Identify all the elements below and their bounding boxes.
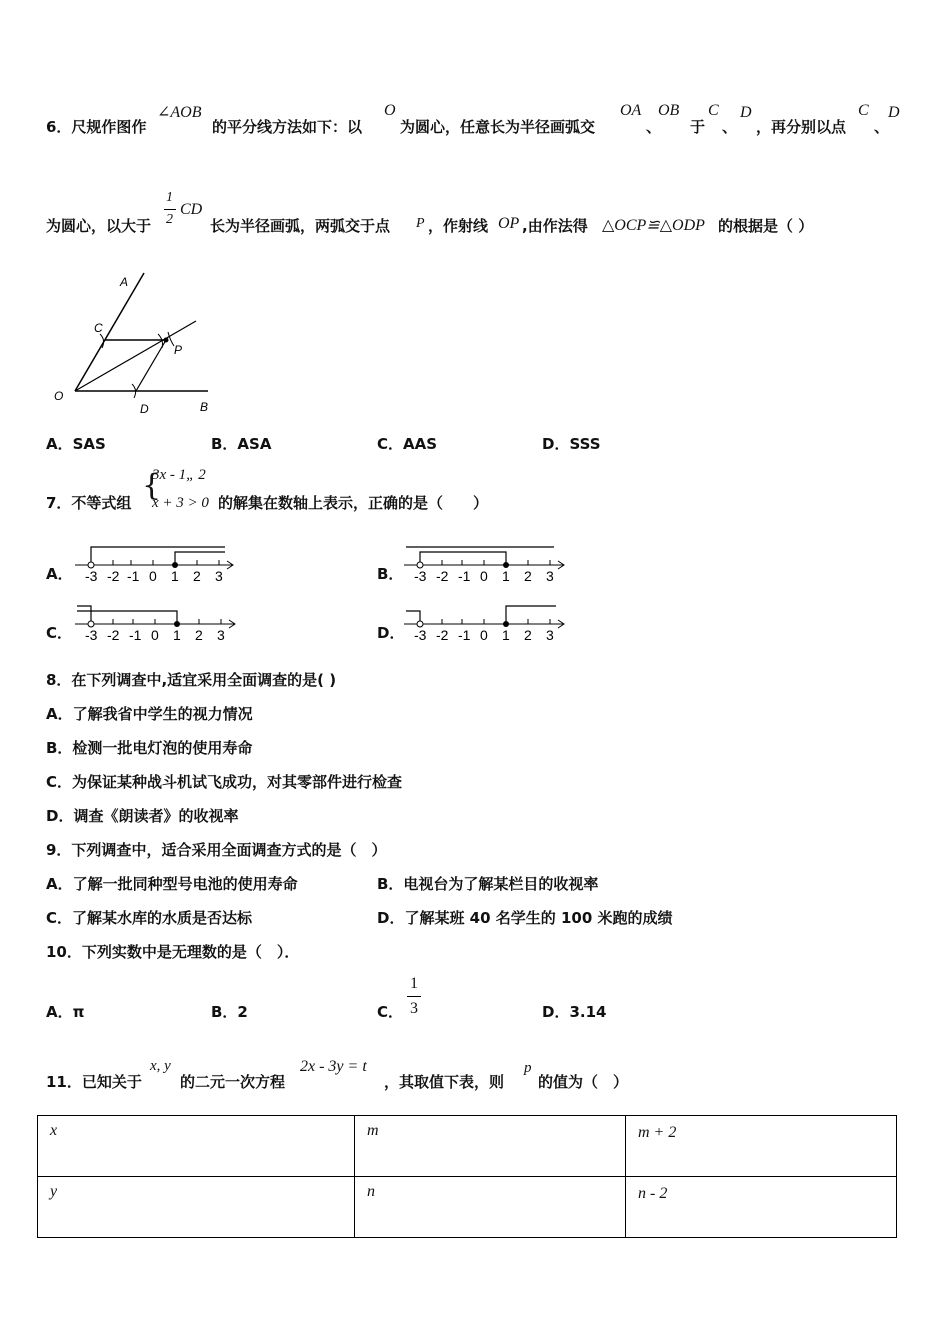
tick-label: -3 [85,568,98,584]
tick-label: -2 [436,568,449,584]
table-cell: n [355,1177,626,1238]
q8-option-d: D．调查《朗读者》的收视率 [46,807,239,825]
q10-option-a: A．π [46,1003,85,1021]
frac-num: 1 [166,190,173,205]
math-p: p [524,1060,532,1076]
q9-option-d: D．了解某班 40 名学生的 100 米跑的成绩 [377,909,673,927]
math-oa: OA [620,102,642,119]
q8-option-a: A．了解我省中学生的视力情况 [46,705,253,723]
tick-label: 2 [195,627,203,643]
tick-label: 0 [151,627,159,643]
q10-option-b: B．2 [211,1003,248,1021]
math-congruence: △OCP≌△ODP [602,217,705,234]
system-eq1: 3x - 1„ 2 [152,467,206,483]
q7-stem-before: 7．不等式组 [46,494,132,512]
tick-label: -2 [436,627,449,643]
q10-option-d: D．3.14 [542,1003,607,1021]
q9-option-a: A．了解一批同种型号电池的使用寿命 [46,875,298,893]
text: 、 [646,118,662,136]
text: 6．尺规作图作 [46,118,147,136]
tick-label: 3 [546,568,554,584]
q6-option-a: A．SAS [46,435,106,453]
tick-label: 3 [546,627,554,643]
angle-bisector-figure [46,268,226,418]
q7-option-b: B． [377,565,404,583]
math-xy: x, y [150,1058,171,1074]
math-c2: C [858,102,869,119]
q6-line1 [46,116,146,137]
table-cell: m [355,1116,626,1177]
ray-oa [75,273,144,391]
math-ob: OB [658,102,680,119]
tick-label: -2 [107,627,120,643]
text: 为圆心，以大于 [46,217,152,235]
q6-option-d: D．SSS [542,435,601,453]
frac-den: 3 [410,1000,418,1017]
tick-label: 2 [193,568,201,584]
text: ，其取值下表，则 [384,1073,505,1091]
value-table [37,1115,897,1238]
tick-label: -1 [458,568,471,584]
text: 、 [874,118,890,136]
text: 的值为（ ） [538,1073,629,1091]
text: 的平分线方法如下：以 [212,118,363,136]
table-row [38,1177,897,1238]
label-d: D [140,402,149,416]
q9-stem: 9．下列调查中，适合采用全面调查方式的是（ ） [46,841,387,859]
tick-label: 1 [502,568,510,584]
tick-label: -2 [107,568,120,584]
math-c: C [708,102,719,119]
frac-num: 1 [410,975,418,992]
q10-stem: 10．下列实数中是无理数的是（ ）． [46,943,300,961]
tick-label: 1 [171,568,179,584]
text: 11．已知关于 [46,1073,142,1091]
math-d2: D [888,104,900,121]
tick-label: -3 [85,627,98,643]
frac-bar [164,209,176,210]
label-o: O [54,389,64,403]
text: 长为半径画弧，两弧交于点 [210,217,391,235]
table-cell: m + 2 [626,1116,897,1177]
q8-stem: 8．在下列调查中,适宜采用全面调查的是( ) [46,671,337,689]
frac-den: 2 [166,212,173,227]
brace: { [142,468,162,503]
text: ，作射线 [428,217,489,235]
system-eq2: x + 3 > 0 [152,495,209,511]
number-line-c [75,602,245,644]
q9-option-c: C．了解某水库的水质是否达标 [46,909,253,927]
number-line-b [404,543,574,585]
q9-option-b: B．电视台为了解某栏目的收视率 [377,875,599,893]
math-p: P [416,216,425,231]
text: 的根据是（ ） [718,217,814,235]
math-op: OP [498,215,520,232]
tick-label: 3 [217,627,225,643]
table-cell: x [38,1116,355,1177]
tick-label: -3 [414,627,427,643]
q6-option-b: B．ASA [211,435,272,453]
math-equation: 2x - 3y = t [300,1058,367,1075]
q7-stem-after: 的解集在数轴上表示，正确的是（ ） [218,494,489,512]
tick-label: -3 [414,568,427,584]
q8-option-c: C．为保证某种战斗机试飞成功，对其零部件进行检查 [46,773,403,791]
tick-label: -1 [458,627,471,643]
label-a: A [120,275,129,289]
label-c: C [94,321,103,335]
tick-label: 3 [215,568,223,584]
math-d: D [740,104,752,121]
q10-option-c: C． [377,1003,404,1021]
math-o: O [384,102,396,119]
q8-option-b: B．检测一批电灯泡的使用寿命 [46,739,253,757]
tick-label: 2 [524,627,532,643]
tick-label: -1 [127,568,140,584]
math-cd: CD [180,201,203,218]
tick-label: -1 [129,627,142,643]
tick-label: 1 [502,627,510,643]
tick-label: 2 [524,568,532,584]
point-p [164,338,169,343]
frac-bar [407,996,421,997]
tick-label: 1 [173,627,181,643]
text: 于 [690,118,706,136]
q7-option-d: D． [377,624,405,642]
number-line-a [75,543,240,585]
table-cell: y [38,1177,355,1238]
text: ，再分别以点 [756,118,847,136]
tick-label: 0 [149,568,157,584]
math-angle-aob: ∠AOB [157,104,202,121]
text: 、 [722,118,738,136]
table-cell: n - 2 [626,1177,897,1238]
table-row [38,1116,897,1177]
label-b: B [200,400,209,414]
text: 为圆心，任意长为半径画弧交 [400,118,596,136]
q7-option-c: C． [46,624,73,642]
q7-option-a: A． [46,565,73,583]
text: ,由作法得 [522,217,588,235]
text: 的二元一次方程 [180,1073,286,1091]
q6-option-c: C．AAS [377,435,438,453]
label-p: P [174,343,183,357]
tick-label: 0 [480,627,488,643]
number-line-d [404,602,574,644]
tick-label: 0 [480,568,488,584]
